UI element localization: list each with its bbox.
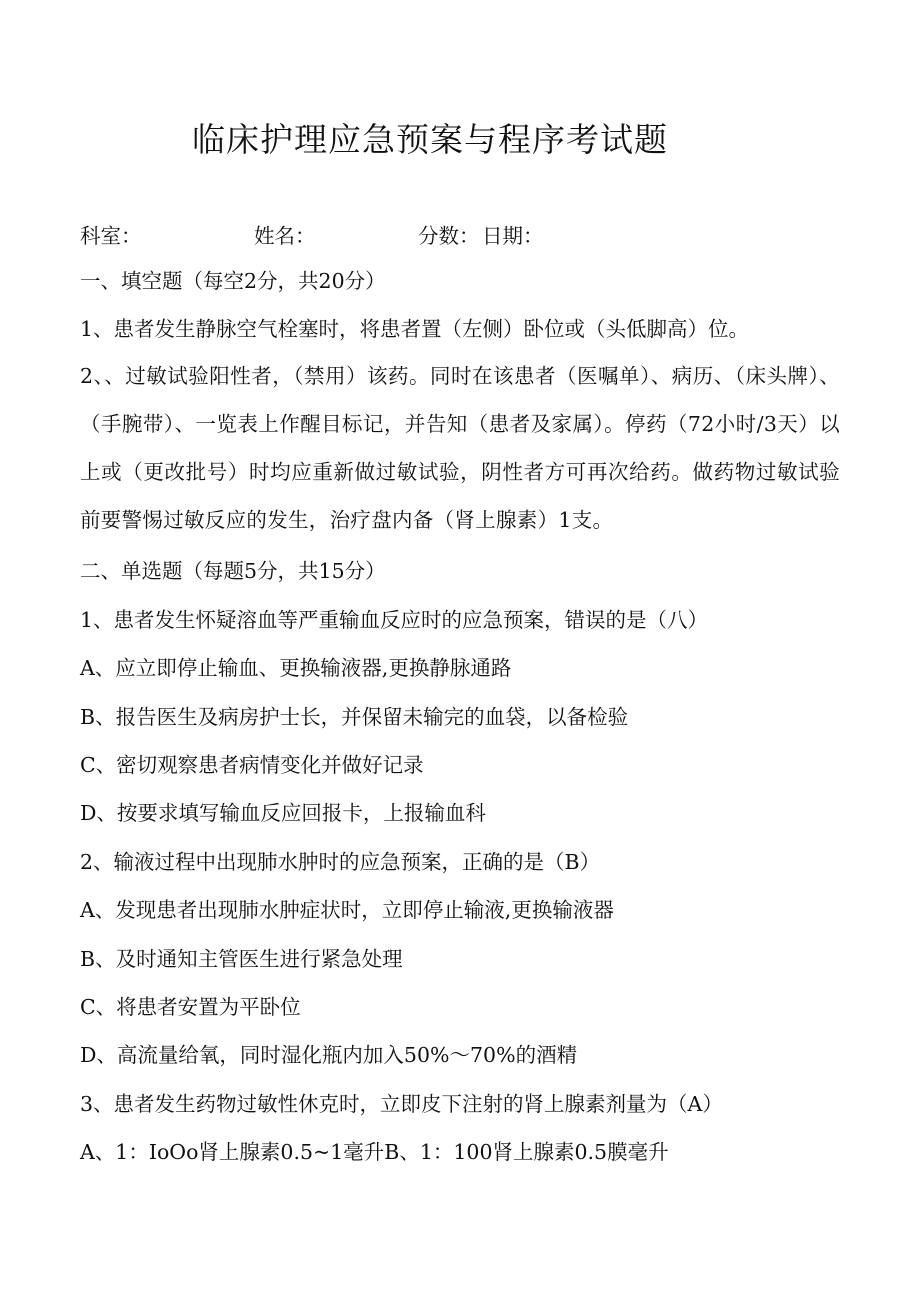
choice-question-1-option-d: D、按要求填写输血反应回报卡，上报输血科 — [80, 801, 486, 825]
choice-question-2-option-d: D、高流量给氧，同时湿化瓶内加入50%～70%的酒精 — [80, 1043, 578, 1067]
date-field-label: 日期： — [482, 224, 544, 248]
fill-question-2: 2、、过敏试验阳性者，（禁用）该药。同时在该患者（医嘱单）、病历、（床头牌）、（手腕带）、一览表上作醒目标记，并告知（患者及家属）。停药（72小时/3天）以上或（更改批号）时均应重新做过敏试验，阴性者方可再次给药。做药物过敏试验前要警惕过敏反应的发生，治疗盘内备（肾上腺素）1支。 — [80, 364, 840, 532]
choice-question-2-option-b: B、及时通知主管医生进行紧急处理 — [80, 947, 403, 971]
choice-question-3-stem: 3、患者发生药物过敏性休克时，立即皮下注射的肾上腺素剂量为（A） — [80, 1092, 723, 1116]
section2-heading: 二、单选题（每题5分，共15分） — [80, 559, 386, 583]
choice-question-1-option-c: C、密切观察患者病情变化并做好记录 — [80, 753, 424, 777]
choice-question-2-stem: 2、输液过程中出现肺水肿时的应急预案，正确的是（B） — [80, 850, 601, 874]
choice-question-3-options: A、1：IoOo肾上腺素0.5~1毫升B、1：100肾上腺素0.5膜毫升 — [80, 1140, 669, 1164]
choice-question-1-option-a: A、应立即停止输血、更换输液器,更换静脉通路 — [80, 656, 512, 680]
score-field-label: 分数： — [418, 224, 480, 248]
page-title: 临床护理应急预案与程序考试题 — [192, 120, 668, 159]
department-field-label: 科室： — [80, 224, 142, 248]
name-field-label: 姓名： — [254, 224, 316, 248]
section1-heading: 一、填空题（每空2分，共20分） — [80, 269, 386, 293]
choice-question-1-option-b: B、报告医生及病房护士长，并保留未输完的血袋，以备检验 — [80, 705, 629, 729]
choice-question-2-option-a: A、发现患者出现肺水肿症状时，立即停止输液,更换输液器 — [80, 898, 614, 922]
fill-question-1: 1、患者发生静脉空气栓塞时，将患者置（左侧）卧位或（头低脚高）位。 — [80, 317, 750, 341]
choice-question-2-option-c: C、将患者安置为平卧位 — [80, 995, 301, 1019]
choice-question-1-stem: 1、患者发生怀疑溶血等严重输血反应时的应急预案，错误的是（八） — [80, 608, 709, 632]
